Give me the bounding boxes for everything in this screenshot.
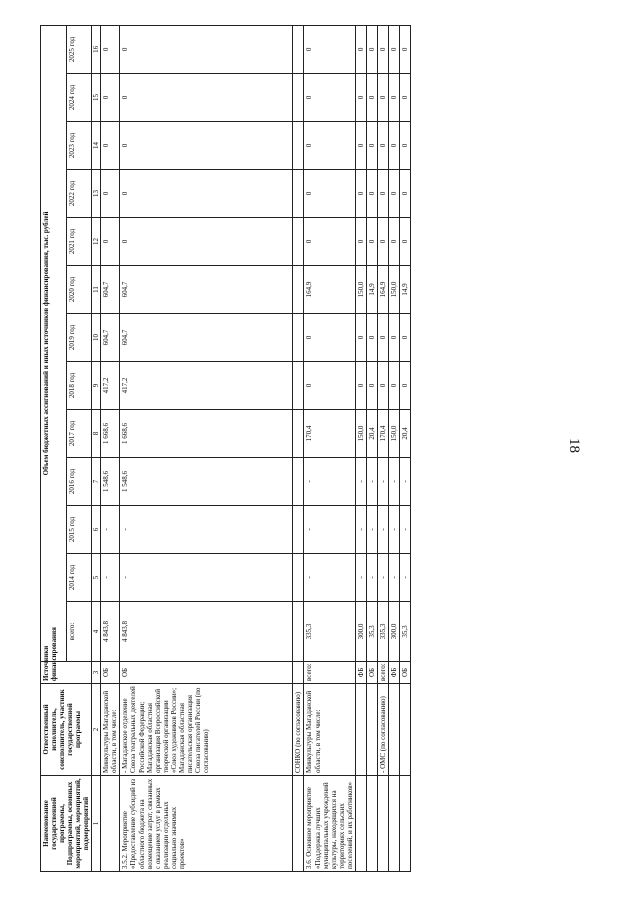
value-cell: -	[377, 458, 388, 506]
header-year: 2015 год	[66, 506, 92, 554]
executor-cell	[399, 684, 410, 776]
value-cell: 604,7	[101, 314, 120, 362]
value-cell: -	[377, 554, 388, 602]
value-cell: 335,3	[304, 602, 355, 662]
value-cell	[293, 410, 304, 458]
value-cell: 150,0	[388, 410, 399, 458]
value-cell: 0	[377, 74, 388, 122]
table-row	[120, 25, 293, 871]
value-cell	[293, 122, 304, 170]
column-number: 16	[92, 25, 101, 73]
table-row	[355, 25, 366, 871]
header-year: 2016 год	[66, 458, 92, 506]
value-cell: -	[388, 458, 399, 506]
value-cell	[293, 602, 304, 662]
header-year: 2023 год	[66, 122, 92, 170]
value-cell: 0	[366, 74, 377, 122]
value-cell: 0	[399, 25, 410, 73]
value-cell: 0	[120, 170, 293, 218]
executor-cell	[388, 684, 399, 776]
value-cell: -	[366, 554, 377, 602]
value-cell	[293, 554, 304, 602]
header-year: 2017 год	[66, 410, 92, 458]
value-cell: 300,0	[388, 602, 399, 662]
value-cell: 1 548,6	[120, 458, 293, 506]
value-cell: -	[388, 506, 399, 554]
column-number: 4	[92, 602, 101, 662]
value-cell: 0	[377, 25, 388, 73]
value-cell: 0	[366, 314, 377, 362]
value-cell: 35,3	[366, 602, 377, 662]
value-cell	[293, 266, 304, 314]
value-cell: 0	[366, 122, 377, 170]
program-name-cell: 3.6. Основное мероприятие «Поддержка лучших муниципальных учреждений культуры, находящихся на территориях сельских поселений, и их работников»	[304, 776, 355, 872]
executor-cell	[355, 684, 366, 776]
value-cell: -	[355, 458, 366, 506]
value-cell: 0	[304, 362, 355, 410]
funding-source-cell: ОБ	[120, 662, 293, 684]
value-cell: 0	[388, 122, 399, 170]
funding-source-cell: всего:	[377, 662, 388, 684]
table-row	[366, 25, 377, 871]
executor-cell: СОНКО (по согласованию)	[293, 684, 304, 776]
table-row	[388, 25, 399, 871]
column-number: 2	[92, 684, 101, 776]
value-cell: -	[399, 506, 410, 554]
value-cell: 0	[366, 218, 377, 266]
value-cell: 170,4	[304, 410, 355, 458]
value-cell: 0	[388, 25, 399, 73]
column-number: 15	[92, 74, 101, 122]
value-cell: 0	[366, 362, 377, 410]
funding-source-cell: ФБ	[355, 662, 366, 684]
executor-cell: - Магаданское отделение Союза театральных деятелей Российской Федерации; Магаданская областная организация Всероссийской творческой организации «Союз художников России»; Магаданская областная писательская организация Союза писателей России (по согласованию)	[120, 684, 293, 776]
header-year: 2019 год	[66, 314, 92, 362]
value-cell: 604,7	[101, 266, 120, 314]
value-cell: 0	[120, 218, 293, 266]
value-cell: 0	[304, 122, 355, 170]
column-number: 11	[92, 266, 101, 314]
value-cell: 14,9	[399, 266, 410, 314]
value-cell: 0	[377, 314, 388, 362]
value-cell: -	[304, 506, 355, 554]
header-year: 2021 год	[66, 218, 92, 266]
value-cell: 0	[304, 25, 355, 73]
value-cell: 150,0	[355, 266, 366, 314]
value-cell: 0	[355, 74, 366, 122]
value-cell: 0	[366, 25, 377, 73]
value-cell: 0	[120, 122, 293, 170]
program-name-cell	[355, 776, 366, 872]
value-cell: -	[304, 554, 355, 602]
header-program-name: Наименование государственной программы, Подпрограммы, основных мероприятий, мероприятий, подмероприятий	[41, 776, 92, 872]
program-name-cell	[377, 776, 388, 872]
value-cell	[293, 25, 304, 73]
header-funding-source: Источники финансирования	[41, 662, 92, 684]
table-row	[399, 25, 410, 871]
value-cell: 300,0	[355, 602, 366, 662]
column-number: 1	[92, 776, 101, 872]
value-cell: 0	[388, 218, 399, 266]
value-cell: 0	[399, 314, 410, 362]
value-cell: 164,9	[377, 266, 388, 314]
value-cell: 1 668,6	[101, 410, 120, 458]
value-cell: 0	[377, 122, 388, 170]
value-cell: 4 843,8	[101, 602, 120, 662]
value-cell: 0	[304, 74, 355, 122]
value-cell: 0	[388, 362, 399, 410]
value-cell: 0	[101, 122, 120, 170]
value-cell: 0	[388, 170, 399, 218]
value-cell: 0	[355, 314, 366, 362]
value-cell: 0	[120, 25, 293, 73]
value-cell: 0	[399, 362, 410, 410]
value-cell: -	[120, 506, 293, 554]
column-number: 6	[92, 506, 101, 554]
header-year: 2018 год	[66, 362, 92, 410]
value-cell: 0	[355, 25, 366, 73]
column-number: 13	[92, 170, 101, 218]
funding-source-cell: ОБ	[101, 662, 120, 684]
value-cell: -	[304, 458, 355, 506]
value-cell: 0	[366, 170, 377, 218]
value-cell: 0	[101, 218, 120, 266]
value-cell: 150,0	[388, 266, 399, 314]
header-year: 2014 год	[66, 554, 92, 602]
value-cell: 20,4	[366, 410, 377, 458]
value-cell: 0	[399, 218, 410, 266]
value-cell: 0	[399, 122, 410, 170]
program-name-cell	[101, 776, 120, 872]
value-cell: -	[101, 506, 120, 554]
value-cell: 1 548,6	[101, 458, 120, 506]
executor-cell	[366, 684, 377, 776]
value-cell: 0	[399, 170, 410, 218]
funding-source-cell	[293, 662, 304, 684]
value-cell: 0	[355, 122, 366, 170]
value-cell	[293, 506, 304, 554]
value-cell: 0	[101, 25, 120, 73]
value-cell: -	[101, 554, 120, 602]
program-name-cell: 3.5.2. Мероприятие «Предоставление субсидий из областного бюджета на возмещение затрат, связанных с оказанием услуг в рамках реализации отдельных социально значимых проектов»	[120, 776, 293, 872]
value-cell: -	[355, 506, 366, 554]
column-number: 10	[92, 314, 101, 362]
header-year: 2025 год	[66, 25, 92, 73]
value-cell: -	[377, 506, 388, 554]
executor-cell: Минкультуры Магаданской области, в том числе:	[101, 684, 120, 776]
value-cell: 0	[101, 74, 120, 122]
program-name-cell	[388, 776, 399, 872]
value-cell	[293, 170, 304, 218]
value-cell: -	[399, 554, 410, 602]
value-cell: 604,7	[120, 314, 293, 362]
executor-cell: Минкультуры Магаданской области, в том числе:	[304, 684, 355, 776]
value-cell: 0	[304, 170, 355, 218]
table-row	[304, 25, 355, 871]
value-cell: 417,2	[120, 362, 293, 410]
program-name-cell	[366, 776, 377, 872]
header-year: 2020 год	[66, 266, 92, 314]
header-year: 2024 год	[66, 74, 92, 122]
value-cell: 4 843,8	[120, 602, 293, 662]
value-cell: 170,4	[377, 410, 388, 458]
column-number: 14	[92, 122, 101, 170]
page-number: 18	[566, 438, 582, 453]
value-cell: 0	[355, 218, 366, 266]
header-budget-volume: Объем бюджетных ассигнований и иных источников финансирования, тыс. рублей	[41, 25, 67, 661]
value-cell: 0	[355, 170, 366, 218]
value-cell	[293, 74, 304, 122]
value-cell: 0	[399, 74, 410, 122]
value-cell: 0	[377, 218, 388, 266]
table-row	[293, 25, 304, 871]
table-row	[101, 25, 120, 871]
column-number: 7	[92, 458, 101, 506]
header-executor: Ответственный исполнитель, соисполнитель, участник государственной программы	[41, 684, 92, 776]
value-cell: 0	[388, 74, 399, 122]
value-cell: -	[366, 506, 377, 554]
value-cell: -	[399, 458, 410, 506]
value-cell	[293, 362, 304, 410]
value-cell: 1 668,6	[120, 410, 293, 458]
value-cell: -	[355, 554, 366, 602]
value-cell: -	[366, 458, 377, 506]
column-number: 5	[92, 554, 101, 602]
executor-cell: - ОМС (по согласованию)	[377, 684, 388, 776]
value-cell: 35,3	[399, 602, 410, 662]
table-body	[101, 25, 411, 871]
value-cell: 0	[355, 362, 366, 410]
value-cell: 0	[377, 170, 388, 218]
column-number: 8	[92, 410, 101, 458]
financing-table	[40, 25, 411, 872]
value-cell: 14,9	[366, 266, 377, 314]
value-cell: -	[120, 554, 293, 602]
header-year: 2022 год	[66, 170, 92, 218]
program-name-cell	[399, 776, 410, 872]
funding-source-cell: ОБ	[399, 662, 410, 684]
value-cell: 164,9	[304, 266, 355, 314]
value-cell	[293, 218, 304, 266]
value-cell: 0	[304, 218, 355, 266]
value-cell: 0	[304, 314, 355, 362]
column-number: 3	[92, 662, 101, 684]
value-cell: 20,4	[399, 410, 410, 458]
value-cell: 0	[388, 314, 399, 362]
funding-source-cell: ФБ	[388, 662, 399, 684]
value-cell: 0	[377, 362, 388, 410]
value-cell: -	[388, 554, 399, 602]
funding-source-cell: всего:	[304, 662, 355, 684]
value-cell: 335,3	[377, 602, 388, 662]
value-cell: 0	[101, 170, 120, 218]
table-row	[377, 25, 388, 871]
value-cell: 0	[120, 74, 293, 122]
value-cell	[293, 458, 304, 506]
value-cell	[293, 314, 304, 362]
program-name-cell	[293, 776, 304, 872]
value-cell: 417,2	[101, 362, 120, 410]
header-total: всего:	[66, 602, 92, 662]
column-number: 12	[92, 218, 101, 266]
column-number: 9	[92, 362, 101, 410]
value-cell: 604,7	[120, 266, 293, 314]
funding-source-cell: ОБ	[366, 662, 377, 684]
value-cell: 150,0	[355, 410, 366, 458]
